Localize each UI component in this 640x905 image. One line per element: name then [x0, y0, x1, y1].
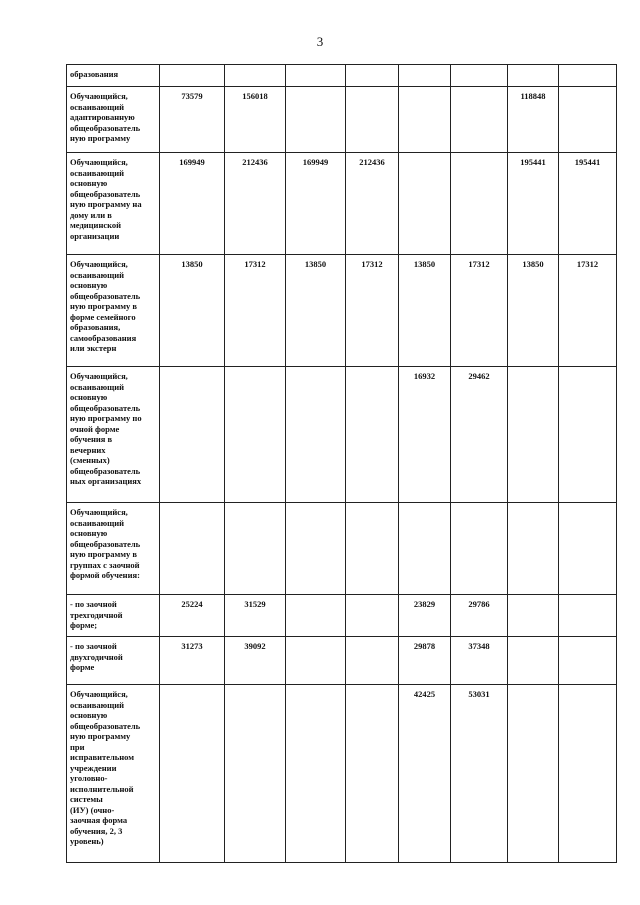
value-cell [160, 367, 225, 503]
value-cell [346, 367, 399, 503]
row-label: Обучающийся, осваивающий основную общеобразователь ную программу в группах с заочной формой обучения: [70, 507, 141, 580]
table-row [67, 87, 617, 153]
value-cell: 17312 [559, 255, 617, 367]
value-cell [399, 65, 451, 87]
value-cell: 17312 [346, 255, 399, 367]
value-cell [160, 503, 225, 595]
value-cell [559, 637, 617, 685]
value-cell [399, 503, 451, 595]
value-cell [451, 65, 508, 87]
table-row [67, 367, 617, 503]
value-cell: 29462 [451, 367, 508, 503]
row-label: - по заочной трехгодичной форме; [70, 599, 123, 630]
value-cell [346, 595, 399, 637]
value-cell [559, 595, 617, 637]
row-label-cell [67, 255, 160, 367]
value-cell [508, 595, 559, 637]
value-cell [346, 637, 399, 685]
value-cell: 31273 [160, 637, 225, 685]
row-label-cell [67, 637, 160, 685]
value-cell: 169949 [286, 153, 346, 255]
row-label-cell [67, 685, 160, 863]
value-cell: 212436 [225, 153, 286, 255]
value-cell: 25224 [160, 595, 225, 637]
value-cell [508, 637, 559, 685]
value-cell: 13850 [508, 255, 559, 367]
value-cell: 17312 [225, 255, 286, 367]
row-label: Обучающийся, осваивающий основную общеобразователь ную программу в форме семейного образования, самообразования или экстерн [70, 259, 141, 353]
value-cell [286, 87, 346, 153]
table-row [67, 685, 617, 863]
row-label: - по заочной двухгодичной форме [70, 641, 123, 672]
value-cell [451, 87, 508, 153]
value-cell [451, 153, 508, 255]
value-cell: 13850 [399, 255, 451, 367]
row-label-cell [67, 65, 160, 87]
table-row [67, 595, 617, 637]
value-cell [399, 87, 451, 153]
value-cell [286, 637, 346, 685]
row-label: Обучающийся, осваивающий основную общеобразователь ную программу на дому или в медицинской организации [70, 157, 142, 241]
row-label-cell [67, 87, 160, 153]
value-cell [346, 65, 399, 87]
value-cell [286, 685, 346, 863]
value-cell [559, 65, 617, 87]
value-cell [225, 65, 286, 87]
row-label: Обучающийся, осваивающий адаптированную общеобразователь ную программу [70, 91, 141, 143]
value-cell: 42425 [399, 685, 451, 863]
row-label: образования [70, 69, 119, 79]
row-label-cell [67, 153, 160, 255]
value-cell [286, 367, 346, 503]
table-row [67, 65, 617, 87]
value-cell: 13850 [160, 255, 225, 367]
value-cell [160, 65, 225, 87]
value-cell: 53031 [451, 685, 508, 863]
row-label-cell [67, 367, 160, 503]
value-cell: 212436 [346, 153, 399, 255]
value-cell: 17312 [451, 255, 508, 367]
value-cell [559, 503, 617, 595]
value-cell: 16932 [399, 367, 451, 503]
value-cell [160, 685, 225, 863]
table-row [67, 255, 617, 367]
table-row [67, 153, 617, 255]
value-cell [559, 685, 617, 863]
value-cell: 156018 [225, 87, 286, 153]
table-row [67, 503, 617, 595]
value-cell: 29878 [399, 637, 451, 685]
value-cell [225, 503, 286, 595]
value-cell [508, 367, 559, 503]
table-body [67, 65, 617, 863]
value-cell [451, 503, 508, 595]
value-cell [286, 595, 346, 637]
value-cell: 195441 [559, 153, 617, 255]
value-cell [508, 65, 559, 87]
value-cell: 31529 [225, 595, 286, 637]
row-label: Обучающийся, осваивающий основную общеобразователь ную программу при исправительном учреждении уголовно- исполнительной системы (ИУ) (очно- заочная форма обучения, 2, 3 уровень) [70, 689, 141, 846]
funding-table [66, 64, 617, 863]
value-cell [286, 65, 346, 87]
value-cell: 29786 [451, 595, 508, 637]
value-cell [508, 503, 559, 595]
value-cell: 13850 [286, 255, 346, 367]
value-cell: 73579 [160, 87, 225, 153]
row-label-cell [67, 503, 160, 595]
value-cell: 37348 [451, 637, 508, 685]
value-cell [286, 503, 346, 595]
value-cell: 169949 [160, 153, 225, 255]
value-cell: 118848 [508, 87, 559, 153]
value-cell: 39092 [225, 637, 286, 685]
table-row [67, 637, 617, 685]
value-cell [346, 685, 399, 863]
value-cell [399, 153, 451, 255]
value-cell [225, 685, 286, 863]
value-cell [346, 87, 399, 153]
value-cell [225, 367, 286, 503]
value-cell [508, 685, 559, 863]
value-cell [559, 87, 617, 153]
row-label: Обучающийся, осваивающий основную общеобразователь ную программу по очной форме обучения в вечерних (сменных) общеобразователь ных организациях [70, 371, 142, 486]
row-label-cell [67, 595, 160, 637]
page-number: 3 [316, 34, 324, 49]
value-cell [346, 503, 399, 595]
value-cell [559, 367, 617, 503]
value-cell: 23829 [399, 595, 451, 637]
value-cell: 195441 [508, 153, 559, 255]
